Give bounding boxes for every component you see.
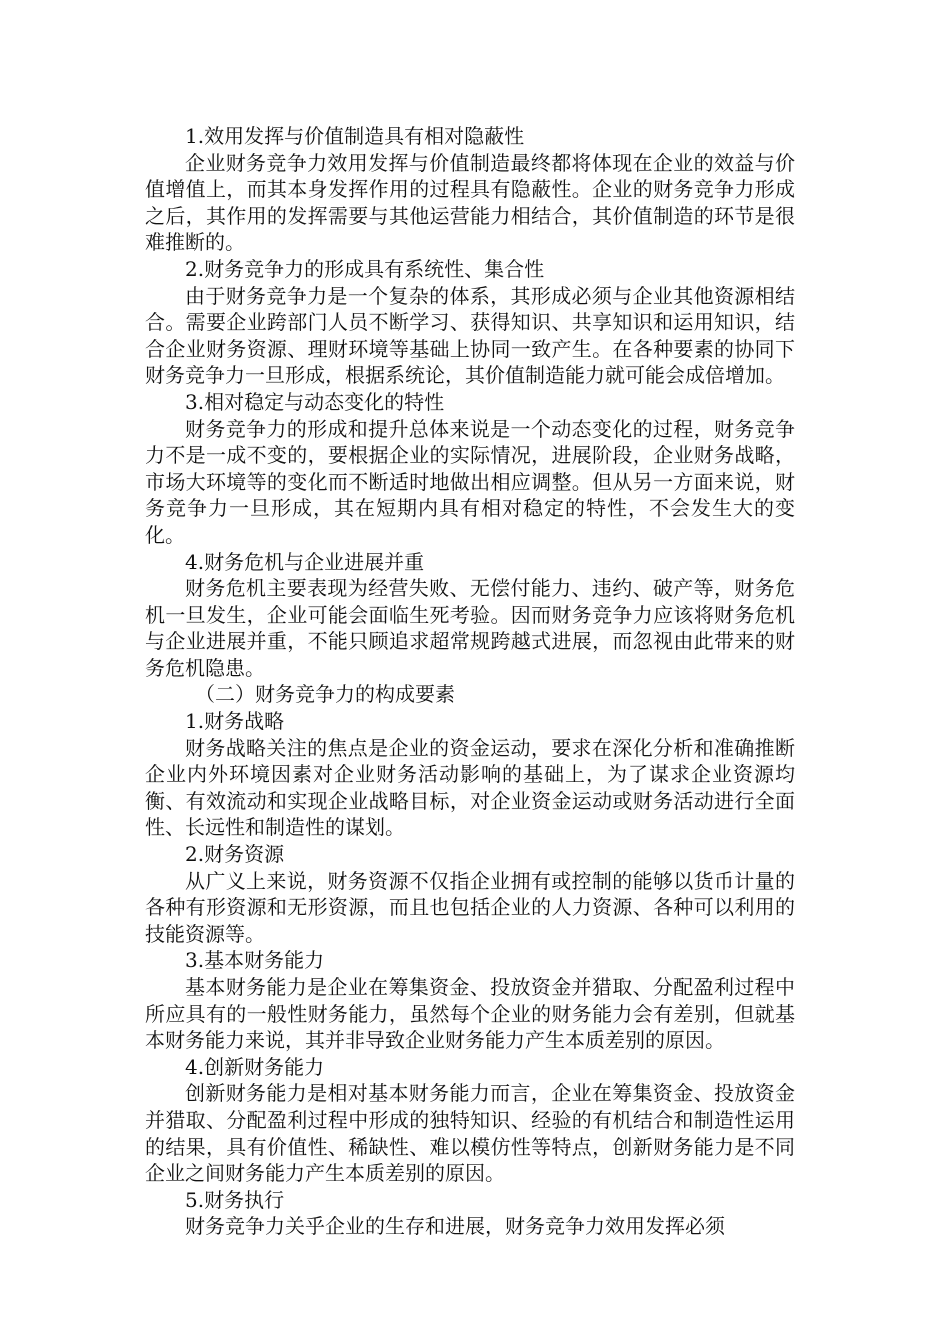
- body-paragraph: 财务危机主要表现为经营失败、无偿付能力、违约、破产等，财务危机一旦发生，企业可能会面临生死考验。因而财务竞争力应该将财务危机与企业进展并重，不能只顾追求超常规跨越式进展，而忽视由此带来的财务危机隐患。: [145, 576, 795, 680]
- subheading: 1.效用发挥与价值制造具有相对隐蔽性: [185, 124, 525, 148]
- document-body: [145, 123, 795, 1240]
- subheading: 1.财务战略: [185, 709, 285, 734]
- section-heading: （二）财务竞争力的构成要素: [195, 682, 455, 707]
- body-paragraph: 财务竞争力关乎企业的生存和进展，财务竞争力效用发挥必须: [185, 1214, 725, 1239]
- body-paragraph: 财务竞争力的形成和提升总体来说是一个动态变化的过程，财务竞争力不是一成不变的，要根据企业的实际情况，进展阶段，企业财务战略，市场大环境等的变化而不断适时地做出相应调整。但从另一方面来说，财务竞争力一旦形成，其在短期内具有相对稳定的特性，不会发生大的变化。: [145, 416, 795, 547]
- body-paragraph: 基本财务能力是企业在筹集资金、投放资金并猎取、分配盈利过程中所应具有的一般性财务能力，虽然每个企业的财务能力会有差别，但就基本财务能力来说，其并非导致企业财务能力产生本质差别的原因。: [145, 975, 795, 1053]
- body-paragraph: 财务战略关注的焦点是企业的资金运动，要求在深化分析和准确推断企业内外环境因素对企业财务活动影响的基础上，为了谋求企业资源均衡、有效流动和实现企业战略目标，对企业资金运动或财务活动进行全面性、长远性和制造性的谋划。: [145, 735, 795, 840]
- subheading: 3.基本财务能力: [185, 948, 325, 973]
- body-paragraph: 创新财务能力是相对基本财务能力而言，企业在筹集资金、投放资金并猎取、分配盈利过程中形成的独特知识、经验的有机结合和制造性运用的结果，具有价值性、稀缺性、难以模仿性等特点，创新财务能力是不同企业之间财务能力产生本质差别的原因。: [145, 1081, 795, 1186]
- subheading: 4.创新财务能力: [185, 1054, 325, 1079]
- body-paragraph: 由于财务竞争力是一个复杂的体系，其形成必须与企业其他资源相结合。需要企业跨部门人员不断学习、获得知识、共享知识和运用知识，结合企业财务资源、理财环境等基础上协同一致产生。在各种要素的协同下财务竞争力一旦形成，根据系统论，其价值制造能力就可能会成倍增加。: [145, 283, 795, 388]
- body-paragraph: 企业财务竞争力效用发挥与价值制造最终都将体现在企业的效益与价值增值上，而其本身发挥作用的过程具有隐蔽性。企业的财务竞争力形成之后，其作用的发挥需要与其他运营能力相结合，其价值制造的环节是很难推断的。: [145, 150, 795, 255]
- subheading: 2.财务资源: [185, 842, 285, 867]
- subheading: 5.财务执行: [185, 1187, 285, 1212]
- subheading: 4.财务危机与企业进展并重: [185, 549, 425, 574]
- body-paragraph: 从广义上来说，财务资源不仅指企业拥有或控制的能够以货币计量的各种有形资源和无形资源，而且也包括企业的人力资源、各种可以利用的技能资源等。: [145, 868, 795, 946]
- subheading: 2.财务竞争力的形成具有系统性、集合性: [185, 256, 545, 281]
- subheading: 3.相对稳定与动态变化的特性: [185, 389, 445, 414]
